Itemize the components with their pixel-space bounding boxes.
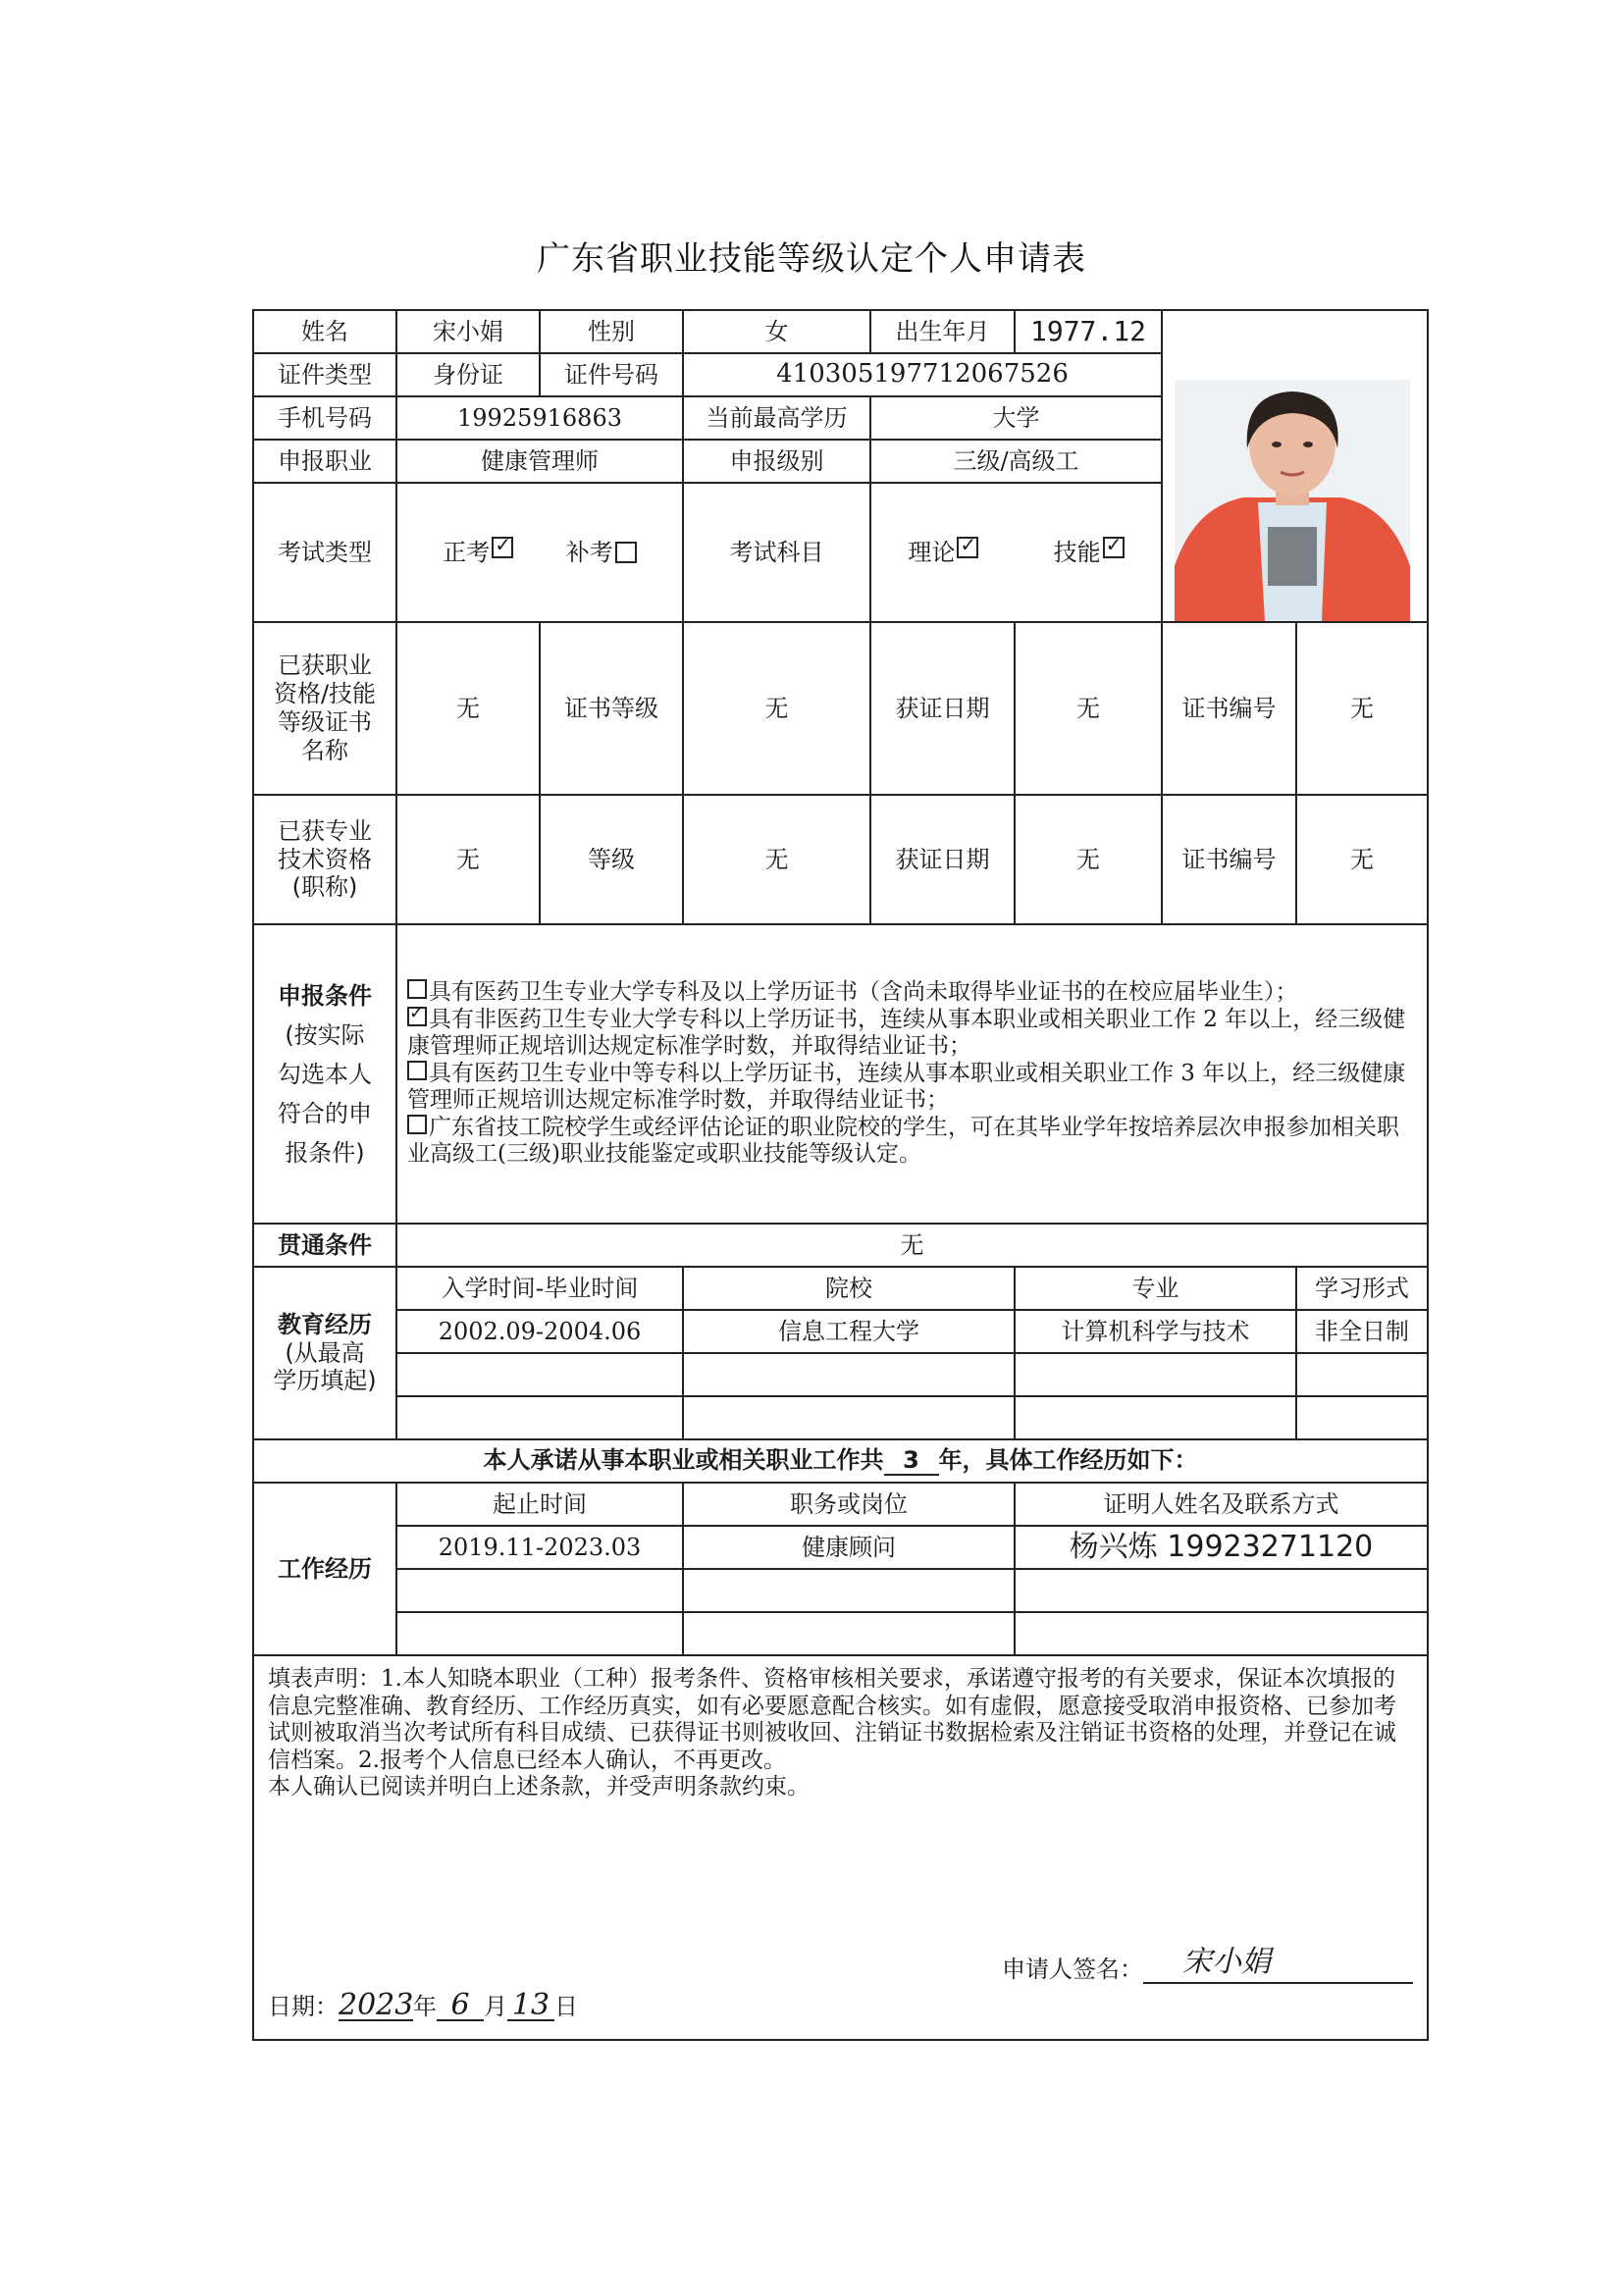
signature: 宋小娟 <box>1182 1945 1271 1979</box>
gender-label: 性别 <box>540 310 683 353</box>
condition-4-checkbox[interactable] <box>407 1115 427 1134</box>
work-header-reference: 证明人姓名及联系方式 <box>1015 1483 1428 1526</box>
condition-item-4: 广东省技工院校学生或经评估论证的职业院校的学生，可在其毕业学年按培养层次申报参加相关职业高级工(三级)职业技能鉴定或职业技能等级认定。 <box>407 1114 1399 1168</box>
skill-checkbox[interactable] <box>1103 537 1125 558</box>
id-type-value: 身份证 <box>396 353 540 396</box>
exam-type-regular[interactable]: 正考✓ <box>443 539 521 566</box>
qualification-cert-level: 无 <box>683 622 870 795</box>
edu-major <box>1015 1396 1296 1439</box>
exam-type-makeup[interactable]: 补考 <box>566 539 637 566</box>
through-label: 贯通条件 <box>253 1224 396 1267</box>
work-reference <box>1015 1612 1428 1655</box>
id-number-label: 证件号码 <box>540 353 683 396</box>
tech-qualification-date: 无 <box>1015 795 1162 924</box>
through-value: 无 <box>396 1224 1428 1267</box>
theory-checkbox[interactable] <box>957 537 978 558</box>
cert-level-label: 证书等级 <box>540 622 683 795</box>
edu-form <box>1296 1353 1428 1396</box>
qualification-cert-date: 无 <box>1015 622 1162 795</box>
signature-field[interactable] <box>1143 1947 1413 1984</box>
edu-school <box>683 1353 1015 1396</box>
statement-text: 填表声明：1.本人知晓本职业（工种）报考条件、资格审核相关要求，承诺遵守报考的有关要求，保证本次填报的信息完整准确、教育经历、工作经历真实，如有必要愿意配合核实。如有虚假，愿意接受取消申报资格、已参加考试则被取消当次考试所有科目成绩、已获得证书则被收回、注销证书数据检索及注销证书资格的处理，并登记在诚信档案。2.报考个人信息已经本人确认，不再更改。 <box>268 1666 1396 1773</box>
condition-item-3: 具有医药卫生专业中等专科以上学历证书，连续从事本职业或相关职业工作 3 年以上，经三级健康管理师正规培训达规定标准学时数，并取得结业证书； <box>407 1060 1406 1114</box>
tech-qualification-number: 无 <box>1296 795 1428 924</box>
work-position <box>683 1569 1015 1612</box>
qualification-cert-number: 无 <box>1296 622 1428 795</box>
occupation-value: 健康管理师 <box>396 440 683 483</box>
edu-school <box>683 1396 1015 1439</box>
work-position: 健康顾问 <box>683 1526 1015 1569</box>
work-header-period: 起止时间 <box>396 1483 683 1526</box>
education-row <box>253 1310 1428 1353</box>
exam-subject-skill[interactable]: 技能✓ <box>1054 539 1125 566</box>
name-label: 姓名 <box>253 310 396 353</box>
date-day[interactable]: 13 <box>507 1988 554 2021</box>
exam-subject-label: 考试科目 <box>683 483 870 622</box>
statement-confirm: 本人确认已阅读并明白上述条款，并受声明条款约束。 <box>268 1774 810 1800</box>
occupation-label: 申报职业 <box>253 440 396 483</box>
tech-qualification-level: 无 <box>683 795 870 924</box>
work-header-position: 职务或岗位 <box>683 1483 1015 1526</box>
id-number-value: 410305197712067526 <box>683 353 1162 396</box>
cert-date-label: 获证日期 <box>870 622 1015 795</box>
edu-school: 信息工程大学 <box>683 1310 1015 1353</box>
education-row <box>253 1396 1428 1439</box>
level-label: 申报级别 <box>683 440 870 483</box>
condition-1-checkbox[interactable] <box>407 979 427 999</box>
work-row <box>253 1526 1428 1569</box>
date-year[interactable]: 2023 <box>339 1988 414 2022</box>
condition-item-2: ✓具有非医药卫生专业大学专科以上学历证书，连续从事本职业或相关职业工作 2 年以上，经三级健康管理师正规培训达规定标准学时数，并取得结业证书； <box>407 1007 1413 1061</box>
level-value: 三级/高级工 <box>870 440 1162 483</box>
tech-number-label: 证书编号 <box>1162 795 1296 924</box>
work-reference: 杨兴炼 19923271120 <box>1015 1526 1428 1569</box>
edu-period: 2002.09-2004.06 <box>396 1310 683 1353</box>
birth-value: 1977.12 <box>1015 310 1162 353</box>
photo-cell <box>1162 310 1428 622</box>
education-label: 教育经历 (从最高 学历填起) <box>253 1267 396 1439</box>
exam-subject-theory[interactable]: 理论✓ <box>908 539 986 566</box>
edu-major: 计算机科学与技术 <box>1015 1310 1296 1353</box>
cert-number-label: 证书编号 <box>1162 622 1296 795</box>
exam-subject-options <box>870 483 1162 622</box>
signature-row <box>1002 1947 1413 1984</box>
tech-level-label: 等级 <box>540 795 683 924</box>
tech-qualification-label: 已获专业 技术资格 (职称) <box>253 795 396 924</box>
condition-3-checkbox[interactable] <box>407 1061 427 1080</box>
regular-checkbox[interactable] <box>492 537 513 558</box>
education-row <box>253 1353 1428 1396</box>
edu-period <box>396 1396 683 1439</box>
statement-cell <box>253 1655 1428 2040</box>
condition-2-checkbox[interactable] <box>407 1007 427 1026</box>
date-label: 日期： <box>268 1993 339 2021</box>
edu-header-period: 入学时间-毕业时间 <box>396 1267 683 1310</box>
tech-date-label: 获证日期 <box>870 795 1015 924</box>
edu-header-form: 学习形式 <box>1296 1267 1428 1310</box>
conditions-label: 申报条件 (按实际 勾选本人 符合的申 报条件) <box>253 924 396 1224</box>
work-period <box>396 1569 683 1612</box>
date-month[interactable]: 6 <box>437 1988 484 2021</box>
application-form <box>252 309 1429 2041</box>
work-pledge: 本人承诺从事本职业或相关职业工作共 3 年，具体工作经历如下： <box>253 1439 1428 1483</box>
qualification-cert-name: 无 <box>396 622 540 795</box>
makeup-checkbox[interactable] <box>615 542 637 563</box>
work-row <box>253 1612 1428 1655</box>
work-row <box>253 1569 1428 1612</box>
work-period: 2019.11-2023.03 <box>396 1526 683 1569</box>
work-reference <box>1015 1569 1428 1612</box>
exam-type-options <box>396 483 683 622</box>
edu-header-school: 院校 <box>683 1267 1015 1310</box>
phone-label: 手机号码 <box>253 396 396 440</box>
applicant-photo <box>1175 380 1410 621</box>
edu-period <box>396 1353 683 1396</box>
work-label: 工作经历 <box>253 1483 396 1655</box>
work-position <box>683 1612 1015 1655</box>
date-row: 日期：2023年 6 月 13 日 <box>268 1988 578 2022</box>
work-years: 3 <box>884 1446 939 1477</box>
name-value: 宋小娟 <box>396 310 540 353</box>
id-type-label: 证件类型 <box>253 353 396 396</box>
tech-qualification-name: 无 <box>396 795 540 924</box>
conditions-list <box>396 924 1428 1224</box>
qualification-cert-label: 已获职业 资格/技能 等级证书 名称 <box>253 622 396 795</box>
signature-label: 申请人签名： <box>1002 1956 1143 1984</box>
exam-type-label: 考试类型 <box>253 483 396 622</box>
edu-header-major: 专业 <box>1015 1267 1296 1310</box>
edu-major <box>1015 1353 1296 1396</box>
work-period <box>396 1612 683 1655</box>
phone-value: 19925916863 <box>396 396 683 440</box>
edu-form: 非全日制 <box>1296 1310 1428 1353</box>
education-level-label: 当前最高学历 <box>683 396 870 440</box>
birth-label: 出生年月 <box>870 310 1015 353</box>
gender-value: 女 <box>683 310 870 353</box>
form-title: 广东省职业技能等级认定个人申请表 <box>537 239 1086 279</box>
condition-item-1: 具有医药卫生专业大学专科及以上学历证书（含尚未取得毕业证书的在校应届毕业生）； <box>407 979 1413 1007</box>
education-level-value: 大学 <box>870 396 1162 440</box>
edu-form <box>1296 1396 1428 1439</box>
